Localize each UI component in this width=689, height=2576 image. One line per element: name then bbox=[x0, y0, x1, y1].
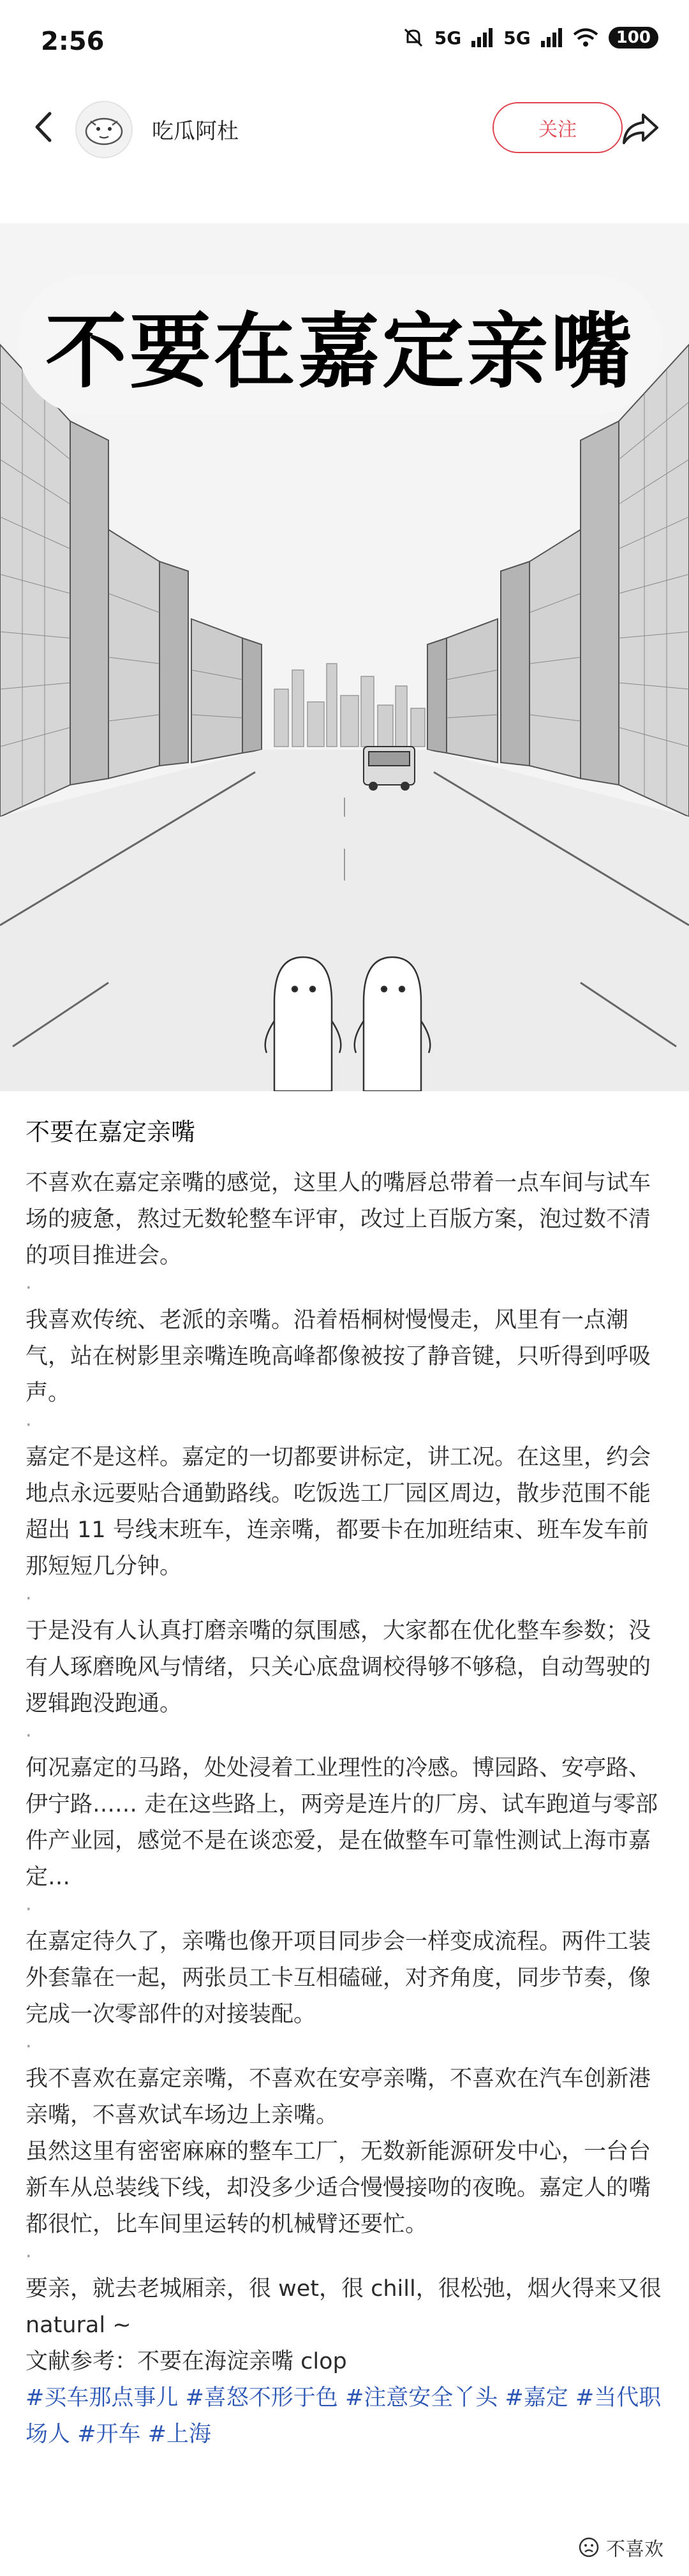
hashtag[interactable]: #买车那点事儿 bbox=[26, 2385, 179, 2411]
dislike-button[interactable] bbox=[578, 2533, 663, 2561]
separator-dot: · bbox=[26, 2245, 32, 2268]
separator-dot: · bbox=[26, 1898, 32, 1921]
footer bbox=[0, 2508, 689, 2576]
nav-bar bbox=[0, 89, 689, 166]
signal-label-1: 5G bbox=[434, 27, 462, 48]
paragraph: 我喜欢传统、老派的亲嘴。沿着梧桐树慢慢走，风里有一点潮气，站在树影里亲嘴连晚高峰都像被按了静音键，只听得到呼吸声。 bbox=[26, 1307, 651, 1406]
separator-dot: · bbox=[26, 2036, 32, 2058]
hashtag[interactable]: #当代职场人 bbox=[26, 2385, 662, 2447]
article-title: 不要在嘉定亲嘴 bbox=[26, 1118, 196, 1146]
hashtag[interactable]: #喜怒不形于色 bbox=[185, 2385, 338, 2411]
article-body bbox=[26, 1115, 670, 2453]
bus bbox=[364, 747, 415, 790]
separator-dot: · bbox=[26, 1414, 32, 1436]
back-arrow-icon[interactable] bbox=[23, 105, 68, 149]
avatar-image bbox=[77, 102, 131, 157]
wifi-icon bbox=[573, 27, 598, 48]
separator-dot: · bbox=[26, 1277, 32, 1299]
share-icon[interactable] bbox=[618, 106, 663, 152]
hero-title: 不要在嘉定亲嘴 bbox=[18, 274, 662, 415]
hashtag[interactable]: #嘉定 bbox=[505, 2385, 568, 2411]
battery-indicator: 100 bbox=[609, 27, 658, 48]
signal-bars-icon bbox=[541, 28, 563, 47]
signal-label-2: 5G bbox=[503, 27, 531, 48]
avatar[interactable] bbox=[75, 101, 133, 158]
signal-bars-icon bbox=[471, 28, 493, 47]
hashtag[interactable]: #注意安全丫头 bbox=[344, 2385, 498, 2411]
paragraph: 虽然这里有密密麻麻的整车工厂，无数新能源研发中心，一台台新车从总装线下线，却没多少适合慢慢接吻的夜晚。嘉定人的嘴都很忙，比车间里运转的机械臂还要忙。 bbox=[26, 2139, 651, 2237]
paragraph: 嘉定不是这样。嘉定的一切都要讲标定，讲工况。在这里，约会地点永远要贴合通勤路线。吃饭选工厂园区周边，散步范围不能超出 11 号线末班车，连亲嘴，都要卡在加班结束、班车发车前那短短几分钟。 bbox=[26, 1445, 651, 1579]
status-time: 2:56 bbox=[41, 27, 105, 56]
mute-icon bbox=[403, 27, 424, 48]
separator-dot: · bbox=[26, 1725, 32, 1747]
hashtag-list bbox=[26, 2380, 670, 2453]
dislike-label: 不喜欢 bbox=[606, 2538, 663, 2561]
dislike-icon bbox=[578, 2536, 600, 2558]
status-icons bbox=[403, 27, 658, 48]
paragraph: 要亲，就去老城厢亲，很 wet，很 chill，很松弛，烟火得来又很 natural ~ bbox=[26, 2276, 662, 2338]
paragraph: 不喜欢在嘉定亲嘴的感觉，这里人的嘴唇总带着一点车间与试车场的疲惫，熬过无数轮整车评审，改过上百版方案，泡过数不清的项目推进会。 bbox=[26, 1170, 651, 1269]
paragraph: 我不喜欢在嘉定亲嘴，不喜欢在安亭亲嘴，不喜欢在汽车创新港亲嘴，不喜欢试车场边上亲嘴。 bbox=[26, 2066, 651, 2128]
reference-line: 文献参考：不要在海淀亲嘴 clop bbox=[26, 2349, 347, 2374]
paragraph: 何况嘉定的马路，处处浸着工业理性的冷感。博园路、安亭路、伊宁路…… 走在这些路上，两旁是连片的厂房、试车跑道与零部件产业园，感觉不是在谈恋爱，是在做整车可靠性测试上海市嘉定… bbox=[26, 1755, 658, 1890]
status-bar bbox=[0, 0, 689, 89]
separator-dot: · bbox=[26, 1588, 32, 1610]
hashtag[interactable]: #开车 bbox=[77, 2422, 141, 2447]
paragraph: 于是没有人认真打磨亲嘴的氛围感，大家都在优化整车参数；没有人琢磨晚风与情绪，只关心底盘调校得够不够稳，自动驾驶的逻辑跑没跑通。 bbox=[26, 1618, 651, 1716]
author-name[interactable]: 吃瓜阿杜 bbox=[152, 119, 239, 144]
paragraph: 在嘉定待久了，亲嘴也像开项目同步会一样变成流程。两件工装外套靠在一起，两张员工卡互相磕碰，对齐角度，同步节奏，像完成一次零部件的对接装配。 bbox=[26, 1929, 651, 2027]
hero-image bbox=[0, 223, 689, 1091]
follow-button[interactable]: 关注 bbox=[493, 102, 623, 153]
hashtag[interactable]: #上海 bbox=[147, 2422, 211, 2447]
